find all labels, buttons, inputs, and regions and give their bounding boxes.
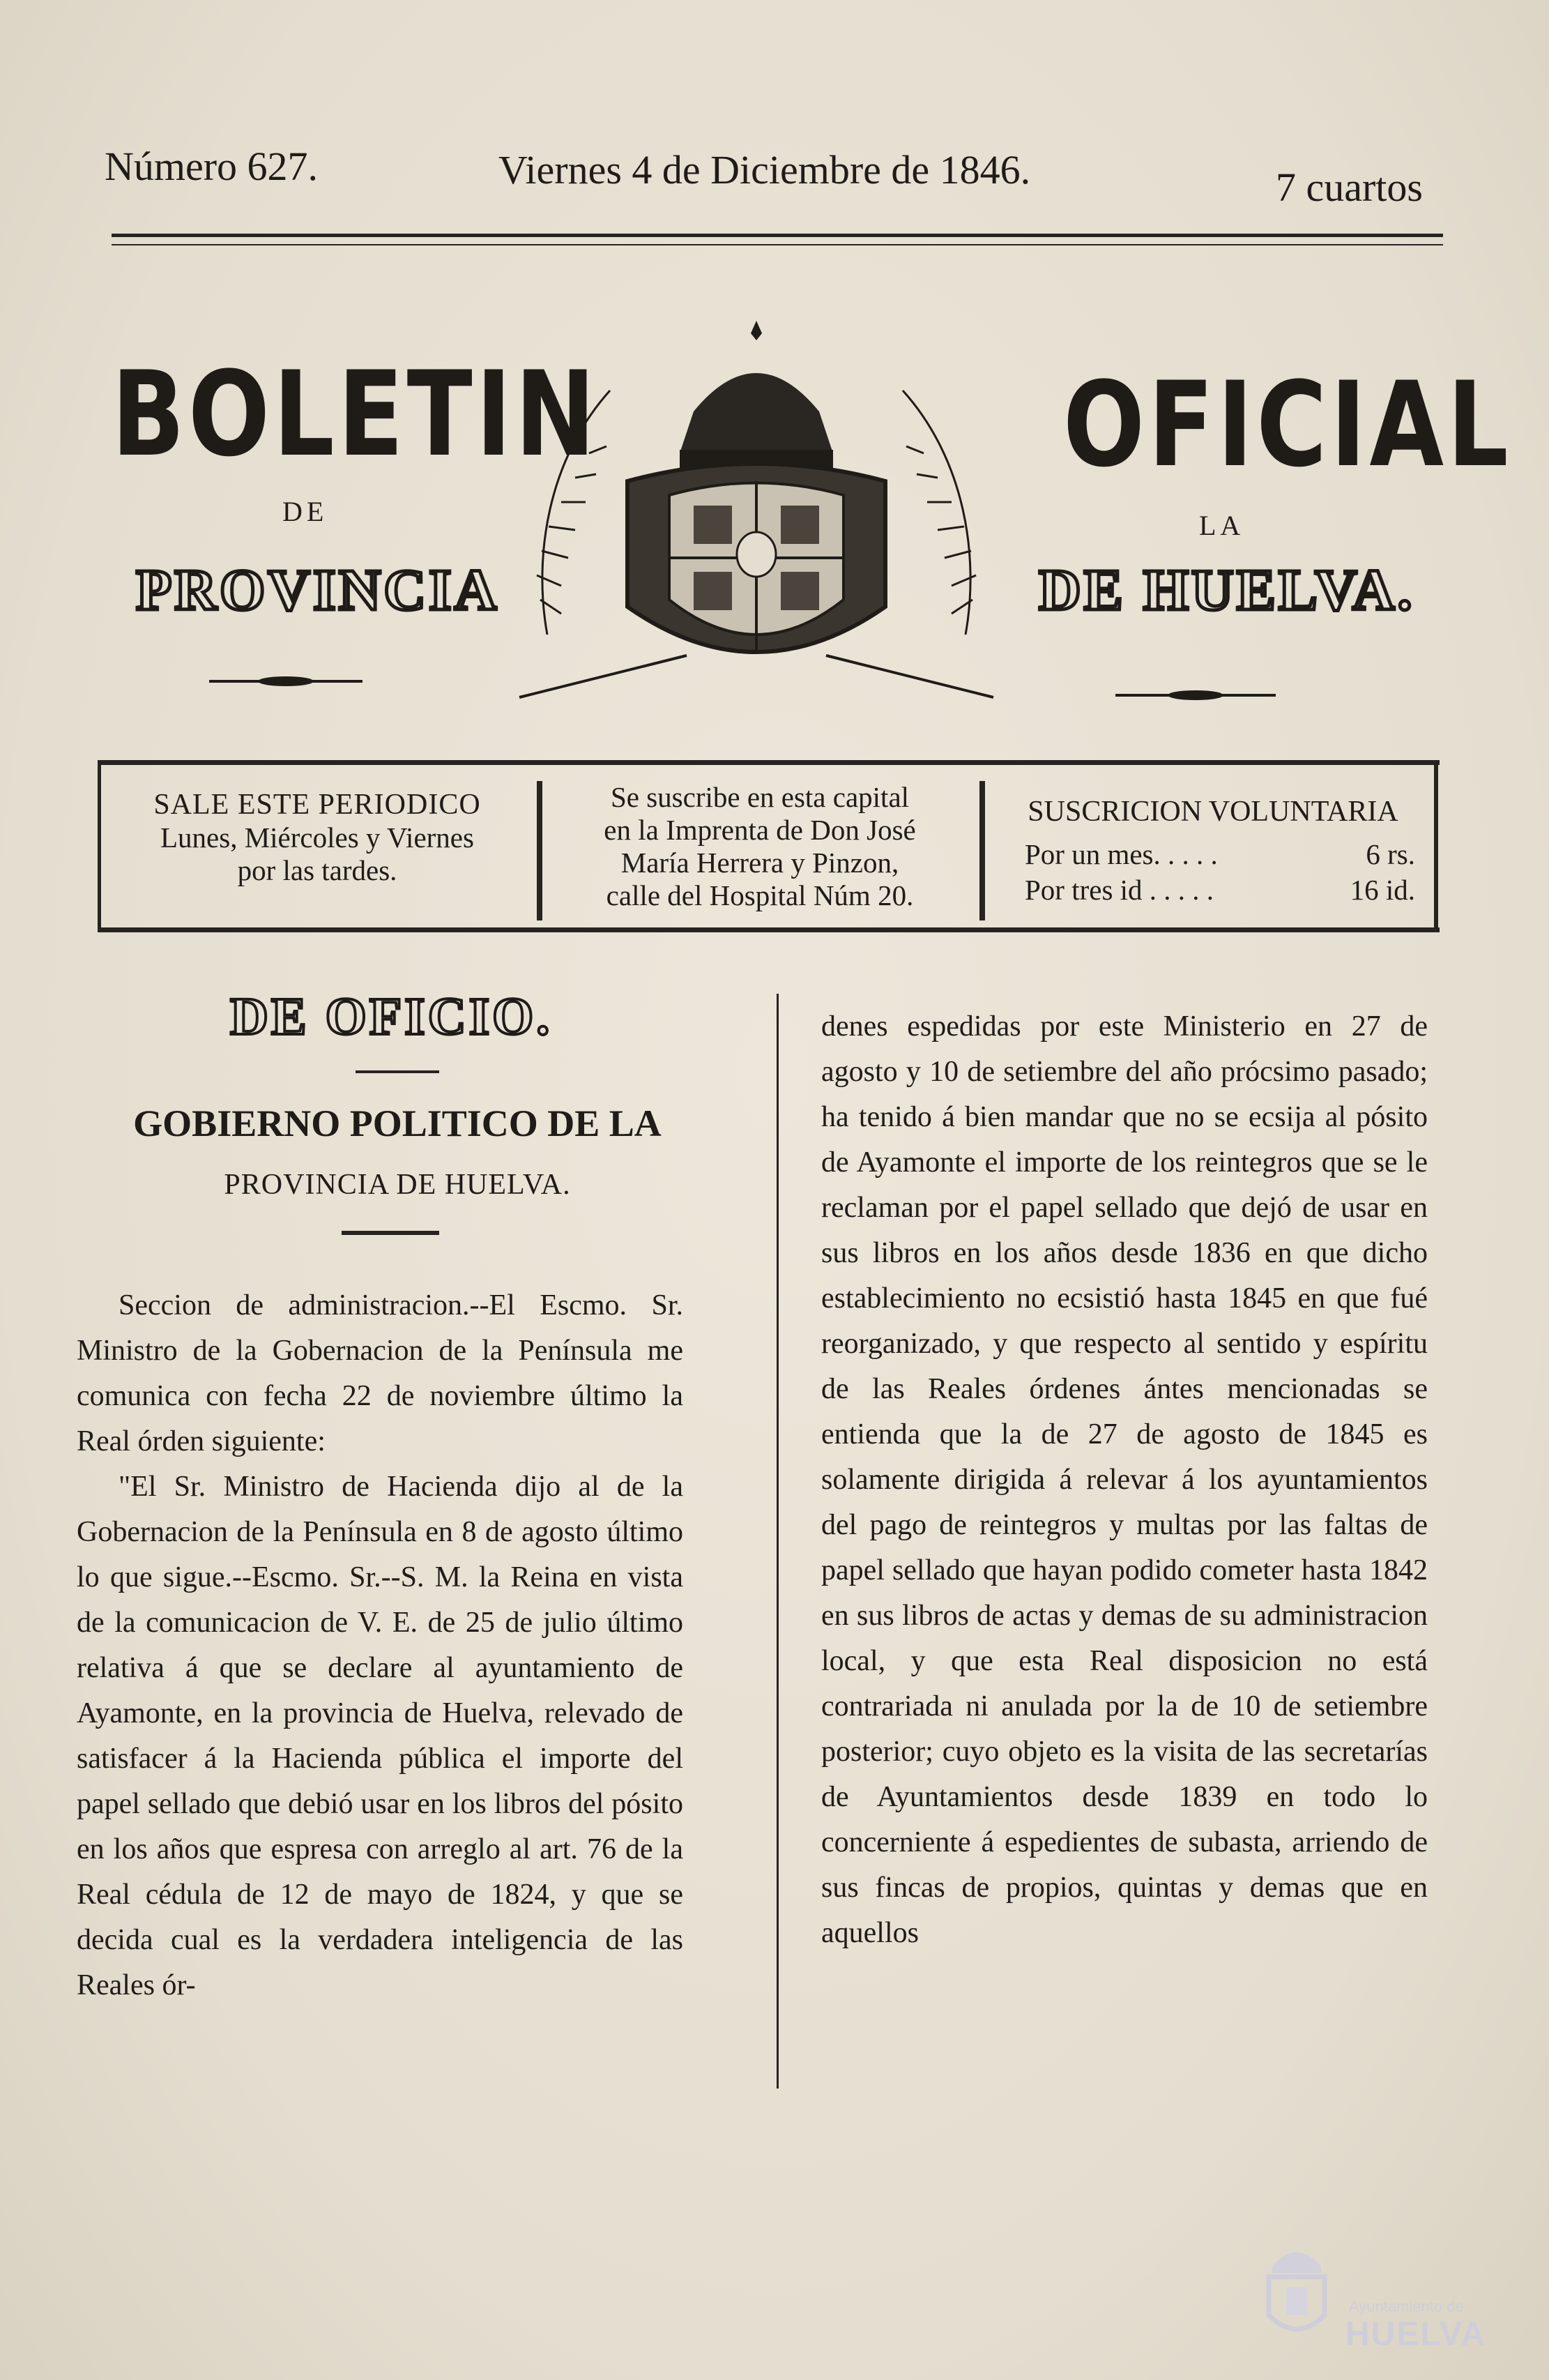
place-line-4: calle del Hospital Núm 20. [606, 879, 914, 912]
price-label-three: Por tres id . . . . . [1025, 874, 1214, 907]
masthead-de-huelva: DE HUELVA. [1039, 558, 1415, 623]
article-heading-rule [342, 1231, 439, 1235]
price-value-month: 6 rs. [1366, 838, 1415, 871]
right-paragraph: denes espedidas por este Ministerio en 27 de agosto y 10 de setiembre del año prócsimo pasado; ha tenido á bien mandar que no se ecsija al pósito de Ayamonte el importe de los reintegros que se le reclaman por el papel sellado que dejó de usar en sus libros en los años desde 1836 en que dicho establecimiento no ecsistió hasta 1845 en que fué reorganizado, y que respecto al sentido y espíritu de las Reales órdenes ántes mencionadas se entienda que la de 27 de agosto de 1845 es solamente dirigida á relevar á los ayuntamientos del pago de reintegros y multas por las faltas de papel sellado que hayan podido cometer hasta 1842 en sus libros de actas y demas de su administracion local, y que esta Real disposicion no está contrariada ni anulada por la de 10 de setiembre posterior; cuyo objeto es la visita de las secretarías de Ayuntamientos desde 1839 en todo lo concerniente á espedientes de subasta, arriendo de sus fincas de propios, quintas y demas que en aquellos [821, 1010, 1428, 1949]
left-paragraph-1: Seccion de administracion.--El Escmo. Sr. Ministro de la Gobernacion de la Península me comunica con fecha 22 de noviembre último la Real órden siguiente: [77, 1289, 683, 1457]
city-crest-watermark-icon [1262, 2238, 1331, 2343]
article-column-right [821, 1004, 1428, 1956]
masthead-provincia: PROVINCIA [136, 558, 500, 623]
column-divider [777, 994, 779, 2089]
header-rule-bottom [112, 244, 1443, 245]
masthead-de: DE [282, 496, 328, 527]
infobox-top-rule [98, 760, 1440, 765]
article-subheading: PROVINCIA DE HUELVA. [224, 1169, 571, 1201]
left-paragraph-2: "El Sr. Ministro de Hacienda dijo al de la Gobernacion de la Península en 8 de agosto último lo que sigue.--Escmo. Sr.--S. M. la Reina en vista de la comunicacion de V. E. de 25 de julio último relativa á que se declare al ayuntamiento de Ayamonte, en la provincia de Huelva, relevado de satisfacer á la Hacienda pública el importe del papel sellado que debió usar en los libros del pósito en los años que espresa con arreglo al art. 76 de la Real cédula de 12 de mayo de 1824, y que se decida cual es la verdadera inteligencia de las Reales ór- [77, 1471, 683, 2001]
infobox-right-border [1434, 764, 1438, 931]
infobox-left-border [98, 764, 101, 931]
masthead-right: OFICIAL [1063, 356, 1512, 493]
price-label-month: Por un mes. . . . . [1025, 838, 1218, 871]
infobox-prices [997, 795, 1429, 907]
masthead-la: LA [1199, 510, 1245, 541]
issue-date: Viernes 4 de Diciembre de 1846. [498, 147, 1031, 192]
section-title: DE OFICIO. [230, 987, 553, 1046]
infobox-divider-1 [537, 781, 542, 920]
article-column-left [77, 1283, 683, 2008]
issue-number: Número 627. [105, 144, 319, 189]
schedule-time: por las tardes. [237, 854, 397, 887]
schedule-title: SALE ESTE PERIODICO [153, 789, 481, 821]
infobox-schedule [112, 788, 523, 888]
price-row-month [997, 828, 1429, 871]
header-rule-top [112, 234, 1443, 237]
issue-price: 7 cuartos [1276, 165, 1423, 210]
price-row-three [997, 871, 1429, 907]
place-line-1: Se suscribe en esta capital [610, 781, 910, 813]
ornament-right [1115, 687, 1276, 704]
infobox-subscription-place [551, 781, 969, 913]
article-heading: GOBIERNO POLITICO DE LA [133, 1102, 662, 1144]
coat-of-arms-emblem [505, 307, 1007, 711]
watermark-title: HUELVA [1345, 2316, 1487, 2353]
place-line-2: en la Imprenta de Don José [604, 814, 916, 847]
infobox-bottom-rule [98, 927, 1440, 932]
section-title-rule [356, 1070, 439, 1073]
price-value-three: 16 id. [1350, 874, 1415, 907]
masthead-left: BOLETIN [112, 346, 599, 483]
prices-title: SUSCRICION VOLUNTARIA [1028, 796, 1398, 828]
watermark-caption: Ayuntamiento de [1349, 2298, 1464, 2315]
place-line-3: María Herrera y Pinzon, [620, 847, 899, 879]
schedule-days: Lunes, Miércoles y Viernes [160, 821, 474, 854]
infobox-divider-2 [979, 781, 985, 920]
ornament-left [209, 673, 363, 690]
